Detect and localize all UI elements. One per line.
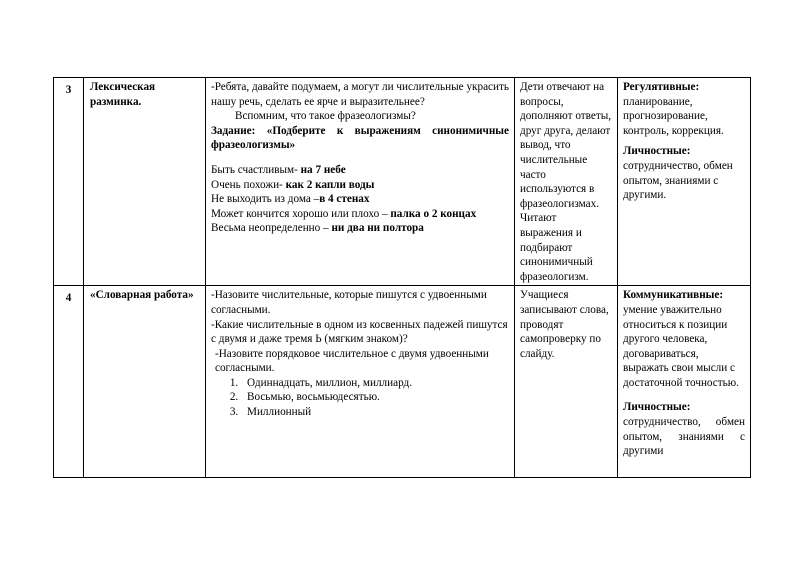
idiom: палка о 2 концах xyxy=(390,207,477,220)
table-row-3 xyxy=(54,78,751,286)
idiom: ни два ни полтора xyxy=(331,222,424,235)
task-text: «Подберите к выражениям синонимичные фразеологизмы» xyxy=(211,124,509,152)
task-label: Задание: xyxy=(211,124,256,137)
answer-list xyxy=(211,376,509,420)
uud-heading: Регулятивные: xyxy=(623,81,700,93)
uud-text: умение уважительно относиться к позиции другого человека, договариваться, выражать свои мысли с достаточной точностью. xyxy=(623,303,739,389)
teacher-question: Вспомним, что такое фразеологизмы? xyxy=(235,110,416,123)
stage-title: Лексическая разминка. xyxy=(84,78,206,286)
answer-item: 3. Миллионный xyxy=(241,405,509,420)
lesson-plan-table xyxy=(53,77,751,478)
phrase: Не выходить из дома – xyxy=(211,193,320,206)
answer-item: 1. Одиннадцать, миллион, миллиард. xyxy=(241,376,509,391)
uud-cell xyxy=(618,286,751,478)
phrase: Может кончится хорошо или плохо – xyxy=(211,207,391,220)
uud-text: сотрудничество, обмен опытом, знаниями с другими. xyxy=(623,159,733,202)
idiom-pair xyxy=(211,178,509,193)
idiom-pair xyxy=(211,163,509,178)
table-row-4 xyxy=(54,286,751,478)
row-number: 3 xyxy=(54,78,84,286)
uud-heading: Коммуникативные: xyxy=(623,289,724,302)
teacher-question: -Назовите числительные, которые пишутся с удвоенными согласными. xyxy=(211,289,487,316)
teacher-activity xyxy=(206,78,515,286)
idiom-pair xyxy=(211,221,509,236)
idiom: на 7 небе xyxy=(300,163,346,176)
teacher-question: -Назовите порядковое числительное с двумя удвоенными согласными. xyxy=(215,347,489,375)
phrase: Быть счастливым- xyxy=(211,163,301,176)
phrase: Весьма неопределенно – xyxy=(211,222,332,235)
answer-item: 2. Восьмью, восьмьюдесятью. xyxy=(241,390,509,405)
uud-heading: Личностные: xyxy=(623,145,691,158)
idiom-pair xyxy=(211,192,509,207)
uud-text: планирование, прогнозирование, контроль, коррекция. xyxy=(623,95,724,137)
uud-heading: Личностные: xyxy=(623,401,691,414)
uud-text: сотрудничество, обмен опытом, знаниями с другими xyxy=(623,416,745,458)
uud-cell xyxy=(618,78,751,286)
phrase: Очень похожи- xyxy=(211,178,286,191)
idiom: как 2 капли воды xyxy=(285,178,375,191)
task-instruction xyxy=(211,124,509,153)
teacher-question: -Ребята, давайте подумаем, а могут ли числительные украсить нашу речь, сделать ее ярче и выразительнее? xyxy=(211,81,509,108)
stage-title: «Словарная работа» xyxy=(84,286,206,478)
student-activity: Дети отвечают на вопросы, дополняют ответы, друг друга, делают вывод, что числительные часто используются в фразеологизмах. Читают выражения и подбирают синонимичный фразеологизм. xyxy=(515,78,618,286)
student-activity: Учащиеся записывают слова, проводят самопроверку по слайду. xyxy=(515,286,618,478)
idiom: в 4 стенах xyxy=(319,193,370,206)
teacher-question: -Какие числительные в одном из косвенных падежей пишутся с двумя и даже тремя Ь (мягким знаком)? xyxy=(211,318,508,346)
teacher-activity xyxy=(206,286,515,478)
row-number: 4 xyxy=(54,286,84,478)
idiom-pair xyxy=(211,207,509,222)
